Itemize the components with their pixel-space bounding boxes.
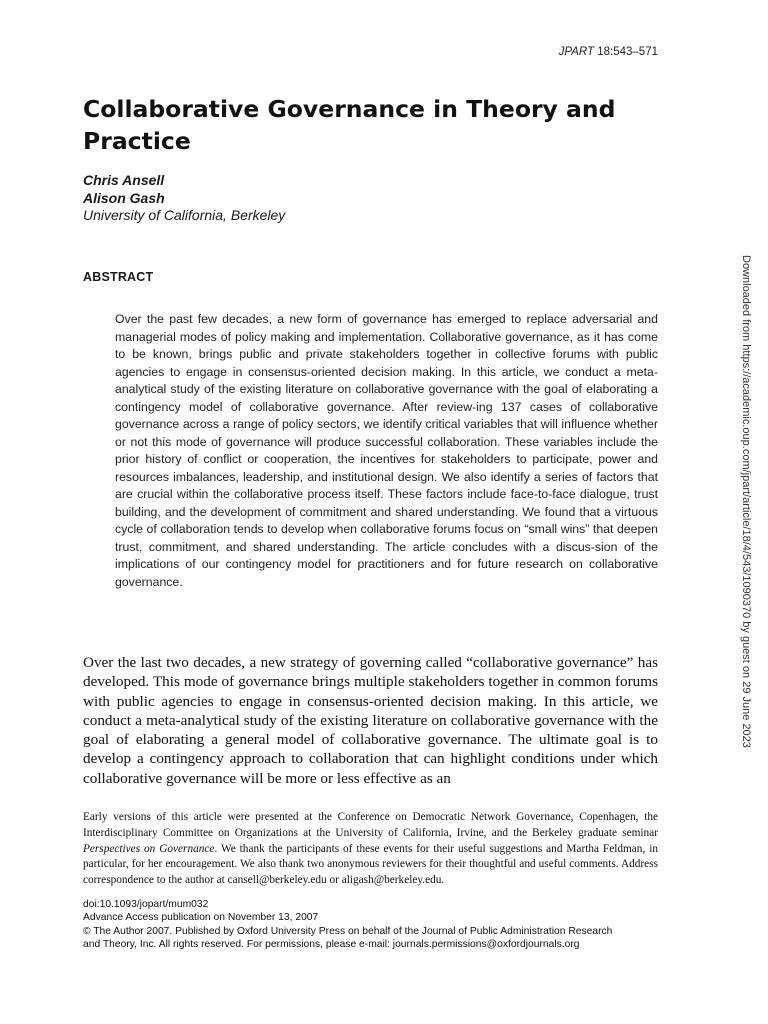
journal-pages: 18:543–571 <box>597 46 658 58</box>
footnote-text: Early versions of this article were presented at the Conference on Democratic Network Governance, Copenhagen, the Interdisciplinary Committee on Organizations at the University of California, Irvine, and the Berkeley graduate seminar <box>83 811 658 839</box>
author-block <box>83 172 285 225</box>
download-notice: Downloaded from https://academic.oup.com/jpart/article/18/4/543/1090370 by guest on 29 June 2023 <box>740 255 752 748</box>
advance-access-date: Advance Access publication on November 13, 2007 <box>83 912 319 924</box>
copyright-line: © The Author 2007. Published by Oxford University Press on behalf of the Journal of Public Administration Research <box>83 925 613 937</box>
copyright-line: and Theory, Inc. All rights reserved. For permissions, please e-mail: journals.permissions@oxfordjournals.org <box>83 938 580 950</box>
journal-reference <box>559 46 658 58</box>
author-name: Chris Ansell <box>83 172 165 188</box>
author-affiliation: University of California, Berkeley <box>83 207 286 223</box>
abstract-heading: ABSTRACT <box>83 270 154 284</box>
author-name: Alison Gash <box>83 189 165 206</box>
acknowledgment-footnote <box>83 810 658 889</box>
abstract-text: Over the past few decades, a new form of governance has emerged to replace adversarial and managerial modes of policy making and implementation. Collaborative governance, as it has come to be known, brings public and private stakeholders together in collective forums with public agencies to engage in consensus-oriented decision making. In this article, we conduct a meta-analytical study of the existing literature on collaborative governance with the goal of elaborating a contingency model of collaborative governance. After review-ing 137 cases of collaborative governance across a range of policy sectors, we identify critical variables that will influence whether or not this mode of governance will produce successful collaboration. These variables include the prior history of conflict or cooperation, the incentives for stakeholders to participate, power and resources imbalances, leadership, and institutional design. We also identify a series of factors that are crucial within the collaborative process itself. These factors include face-to-face dialogue, trust building, and the development of commitment and shared understanding. We found that a virtuous cycle of collaboration tends to develop when collaborative forums focus on “small wins” that deepen trust, commitment, and shared understanding. The article concludes with a discus-sion of the implications of our contingency model for practitioners and for future research on collaborative governance. <box>115 312 658 589</box>
journal-name: JPART <box>558 46 595 58</box>
article-title: Collaborative Governance in Theory and Practice <box>83 95 616 155</box>
seminar-name: Perspectives on Governance <box>83 842 215 855</box>
publication-info <box>83 898 673 951</box>
body-paragraph: Over the last two decades, a new strategy of governing called “collaborative governance” has developed. This mode of governance brings multiple stakeholders together in common forums with public agencies to engage in consensus-oriented decision making. In this article, we conduct a meta-analytical study of the existing literature on collaborative governance with the goal of elaborating a general model of collaborative governance. The ultimate goal is to develop a contingency approach to collaboration that can highlight conditions under which collaborative governance will be more or less effective as an <box>83 654 658 787</box>
doi: doi:10.1093/jopart/mum032 <box>83 899 209 910</box>
footnote-text: . We thank the participants of these events for their useful suggestions and Martha Feldman, in particular, for her encouragement. We also thank two anonymous reviewers for their thoughtful and useful comments. Address correspondence to the author at cansell@berkeley.edu or aligash@berkeley.edu. <box>83 842 658 887</box>
